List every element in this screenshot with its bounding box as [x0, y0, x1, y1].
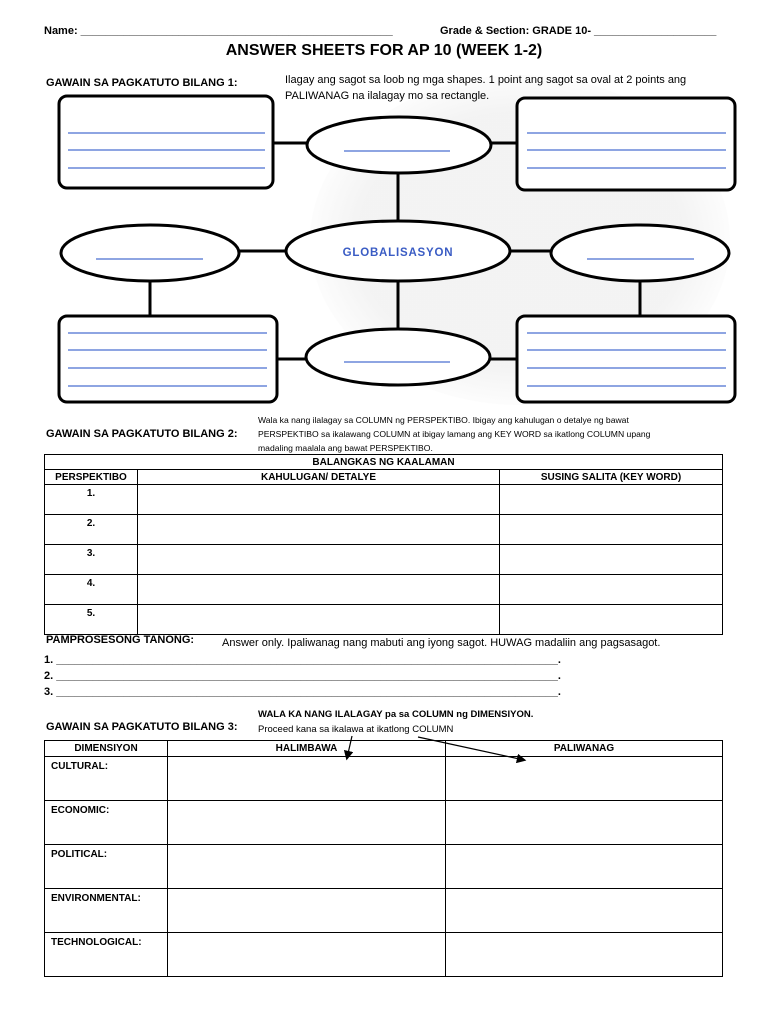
- col-header-dimensiyon: DIMENSIYON: [45, 741, 168, 757]
- gawain2-label: GAWAIN SA PAGKATUTO BILANG 2:: [46, 428, 238, 440]
- answer-cell[interactable]: [446, 757, 723, 801]
- gawain3-instruction-1-text: WALA KA NANG ILALAGAY pa sa COLUMN ng DIMENSIYON.: [258, 709, 534, 720]
- answer-cell[interactable]: [446, 933, 723, 977]
- gawain1-label: GAWAIN SA PAGKATUTO BILANG 1:: [46, 77, 238, 89]
- center-label: GLOBALISASYON: [342, 247, 454, 259]
- answer-cell[interactable]: [168, 757, 446, 801]
- name-field-label: Name: ___________________________________________________: [44, 25, 393, 37]
- answer-cell[interactable]: [446, 845, 723, 889]
- col-header-paliwanag: PALIWANAG: [446, 741, 723, 757]
- grade-section-label: Grade & Section: GRADE 10- ____________________: [440, 25, 717, 37]
- question-line-1[interactable]: 1. __________________________________________________________________________________.: [44, 654, 561, 666]
- balangkas-table-title: BALANGKAS NG KAALAMAN: [45, 455, 723, 470]
- gawain2-instruction-1: Wala ka nang ilalagay sa COLUMN ng PERSPEKTIBO. Ibigay ang kahulugan o detalye ng bawat: [258, 415, 629, 425]
- gawain2-instruction-2: PERSPEKTIBO sa ikalawang COLUMN at ibigay lamang ang KEY WORD sa ikatlong COLUMN upang: [258, 429, 651, 439]
- gawain3-label: GAWAIN SA PAGKATUTO BILANG 3:: [46, 721, 238, 733]
- row-number: 4.: [45, 575, 138, 605]
- pamprosesong-label: PAMPROSESONG TANONG:: [46, 634, 195, 646]
- dimension-label: ECONOMIC:: [45, 801, 168, 845]
- page-title: ANSWER SHEETS FOR AP 10 (WEEK 1-2): [225, 42, 543, 59]
- pamprosesong-instruction: Answer only. Ipaliwanag nang mabuti ang iyong sagot. HUWAG madaliin ang pagsasagot.: [222, 637, 661, 649]
- answer-cell[interactable]: [446, 801, 723, 845]
- gawain1-instruction-2: PALIWANAG na ilalagay mo sa rectangle.: [285, 90, 490, 102]
- dimensiyon-table: [44, 740, 723, 977]
- question-line-2[interactable]: 2. __________________________________________________________________________________.: [44, 670, 561, 682]
- answer-cell[interactable]: [168, 845, 446, 889]
- gawain2-instruction-3: madaling maalala ang bawat PERSPEKTIBO.: [258, 443, 433, 453]
- dimension-label: CULTURAL:: [45, 757, 168, 801]
- row-number: 1.: [45, 485, 138, 515]
- answer-cell[interactable]: [168, 933, 446, 977]
- col-header-halimbawa: HALIMBAWA: [168, 741, 446, 757]
- answer-cell[interactable]: [168, 889, 446, 933]
- gawain3-instruction-2: Proceed kana sa ikalawa at ikatlong COLUMN: [258, 724, 454, 735]
- col-header-perspektibo: PERSPEKTIBO: [45, 470, 138, 485]
- question-line-3[interactable]: 3. __________________________________________________________________________________.: [44, 686, 561, 698]
- row-number: 2.: [45, 515, 138, 545]
- answer-cell[interactable]: [446, 889, 723, 933]
- dimension-label: POLITICAL:: [45, 845, 168, 889]
- dimension-label: ENVIRONMENTAL:: [45, 889, 168, 933]
- col-header-key-word: SUSING SALITA (KEY WORD): [500, 470, 723, 485]
- gawain1-instruction-1: Ilagay ang sagot sa loob ng mga shapes. 1 point ang sagot sa oval at 2 points ang: [285, 74, 687, 86]
- answer-cell[interactable]: [168, 801, 446, 845]
- dimension-label: TECHNOLOGICAL:: [45, 933, 168, 977]
- row-number: 3.: [45, 545, 138, 575]
- row-number: 5.: [45, 605, 138, 635]
- col-header-kahulugan: KAHULUGAN/ DETALYE: [138, 470, 500, 485]
